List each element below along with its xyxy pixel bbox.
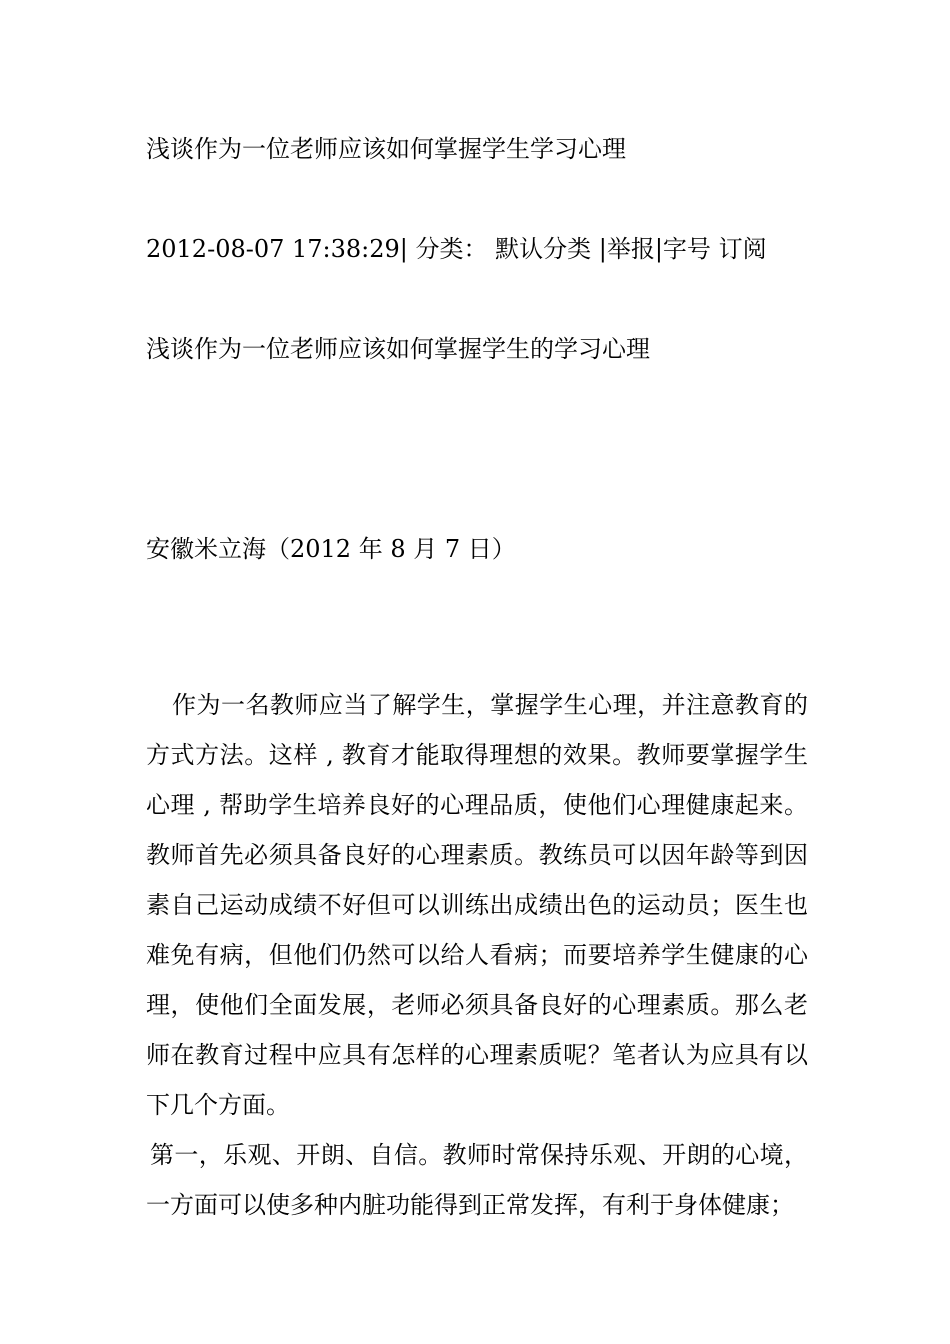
body-paragraph-1: 作为一名教师应当了解学生，掌握学生心理，并注意教育的方式方法。这样 , 教育才能取得理想的效果。教师要掌握学生心理 , 帮助学生培养良好的心理品质，使他们心理健康起来。教师首先必须具备良好的心理素质。教练员可以因年龄等到因素自己运动成绩不好但可以训练出成绩出色的运动员；医生也难免有病，但他们仍然可以给人看病；而要培养学生健康的心理，使他们全面发展，老师必须具备良好的心理素质。那么老师在教育过程中应具有怎样的心理素质呢？笔者认为应具有以下几个方面。: [146, 691, 808, 1119]
article-body: [146, 680, 808, 1230]
article-title: 浅谈作为一位老师应该如何掌握学生学习心理: [146, 135, 626, 163]
author-line: 安徽米立海（2012 年 8 月 7 日）: [146, 535, 516, 563]
body-paragraph-2: 第一，乐观、开朗、自信。教师时常保持乐观、开朗的心境，一方面可以使多种内脏功能得到正常发挥，有利于身体健康；: [146, 1141, 808, 1219]
article-subtitle: 浅谈作为一位老师应该如何掌握学生的学习心理: [146, 335, 650, 363]
article-meta-line: 2012-08-07 17:38:29| 分类： 默认分类 |举报|字号 订阅: [146, 235, 767, 263]
